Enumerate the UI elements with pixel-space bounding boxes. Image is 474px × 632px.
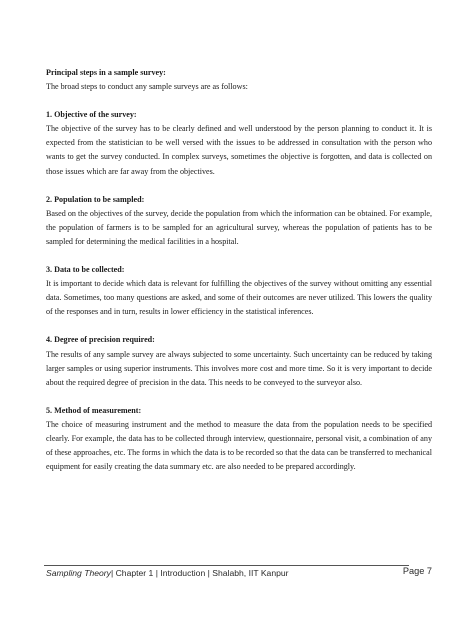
section-data	[46, 263, 432, 319]
section-text: It is important to decide which data is relevant for fulfilling the objectives of the survey without omitting any essential data. Sometimes, too many questions are asked, and some of their outcomes are never utilized. This lowers the quality of the responses and in turn, results in lower efficiency in the statistical inferences.	[46, 279, 432, 317]
document-title: Principal steps in a sample survey:	[46, 68, 166, 77]
footer-book-title: Sampling Theory	[46, 568, 111, 578]
spacer	[46, 319, 432, 333]
section-text: The objective of the survey has to be clearly defined and well understood by the person planning to conduct it. It is expected from the statistician to be well versed with the issues to be addressed in consultation with the person who wants to get the survey conducted. In complex surveys, sometimes the objective is forgotten, and data is collected on those issues which are far away from the objectives.	[46, 124, 432, 176]
section-heading: 3. Data to be collected:	[46, 265, 125, 275]
footer-chapter-info: | Chapter 1 | Introduction | Shalabh, IIT Kanpur	[110, 568, 289, 578]
section-heading: 4. Degree of precision required:	[46, 335, 155, 345]
spacer	[46, 94, 432, 108]
section-text: The results of any sample survey are always subjected to some uncertainty. Such uncertainty can be reduced by taking larger samples or using superior instruments. This involves more cost and more time. So it is very important to decide about the required degree of precision in the data. This needs to be conveyed to the surveyor also.	[46, 349, 432, 387]
spacer	[46, 179, 432, 193]
section-heading: 1. Objective of the survey:	[46, 110, 137, 120]
intro-text: The broad steps to conduct any sample surveys are as follows:	[46, 82, 248, 92]
section-precision	[46, 333, 432, 389]
spacer	[46, 390, 432, 404]
section-text: The choice of measuring instrument and the method to measure the data from the population needs to be specified clearly. For example, the data has to be collected through interview, questionnaire, personal visit, a combination of any of these approaches, etc. The forms in which the data is to be recorded so that the data can be transferred to mechanical equipment for easily creating the data summary etc. are also needed to be prepared accordingly.	[46, 419, 432, 472]
section-objective	[46, 108, 432, 178]
page-number: Page 7	[402, 566, 432, 576]
spacer	[46, 249, 432, 263]
section-population	[46, 193, 432, 249]
section-heading: 2. Population to be sampled:	[46, 194, 145, 204]
document-body	[46, 66, 432, 474]
footer-divider	[44, 565, 409, 566]
footer-caption	[46, 568, 289, 578]
section-heading: 5. Method of measurement:	[46, 405, 142, 415]
section-measurement	[46, 404, 432, 474]
section-text: Based on the objectives of the survey, decide the population from which the information can be obtained. For example, the population of farmers is to be sampled for an agricultural survey, whereas the population of patients has to be sampled for determining the medical facilities in a hospital.	[46, 208, 432, 246]
